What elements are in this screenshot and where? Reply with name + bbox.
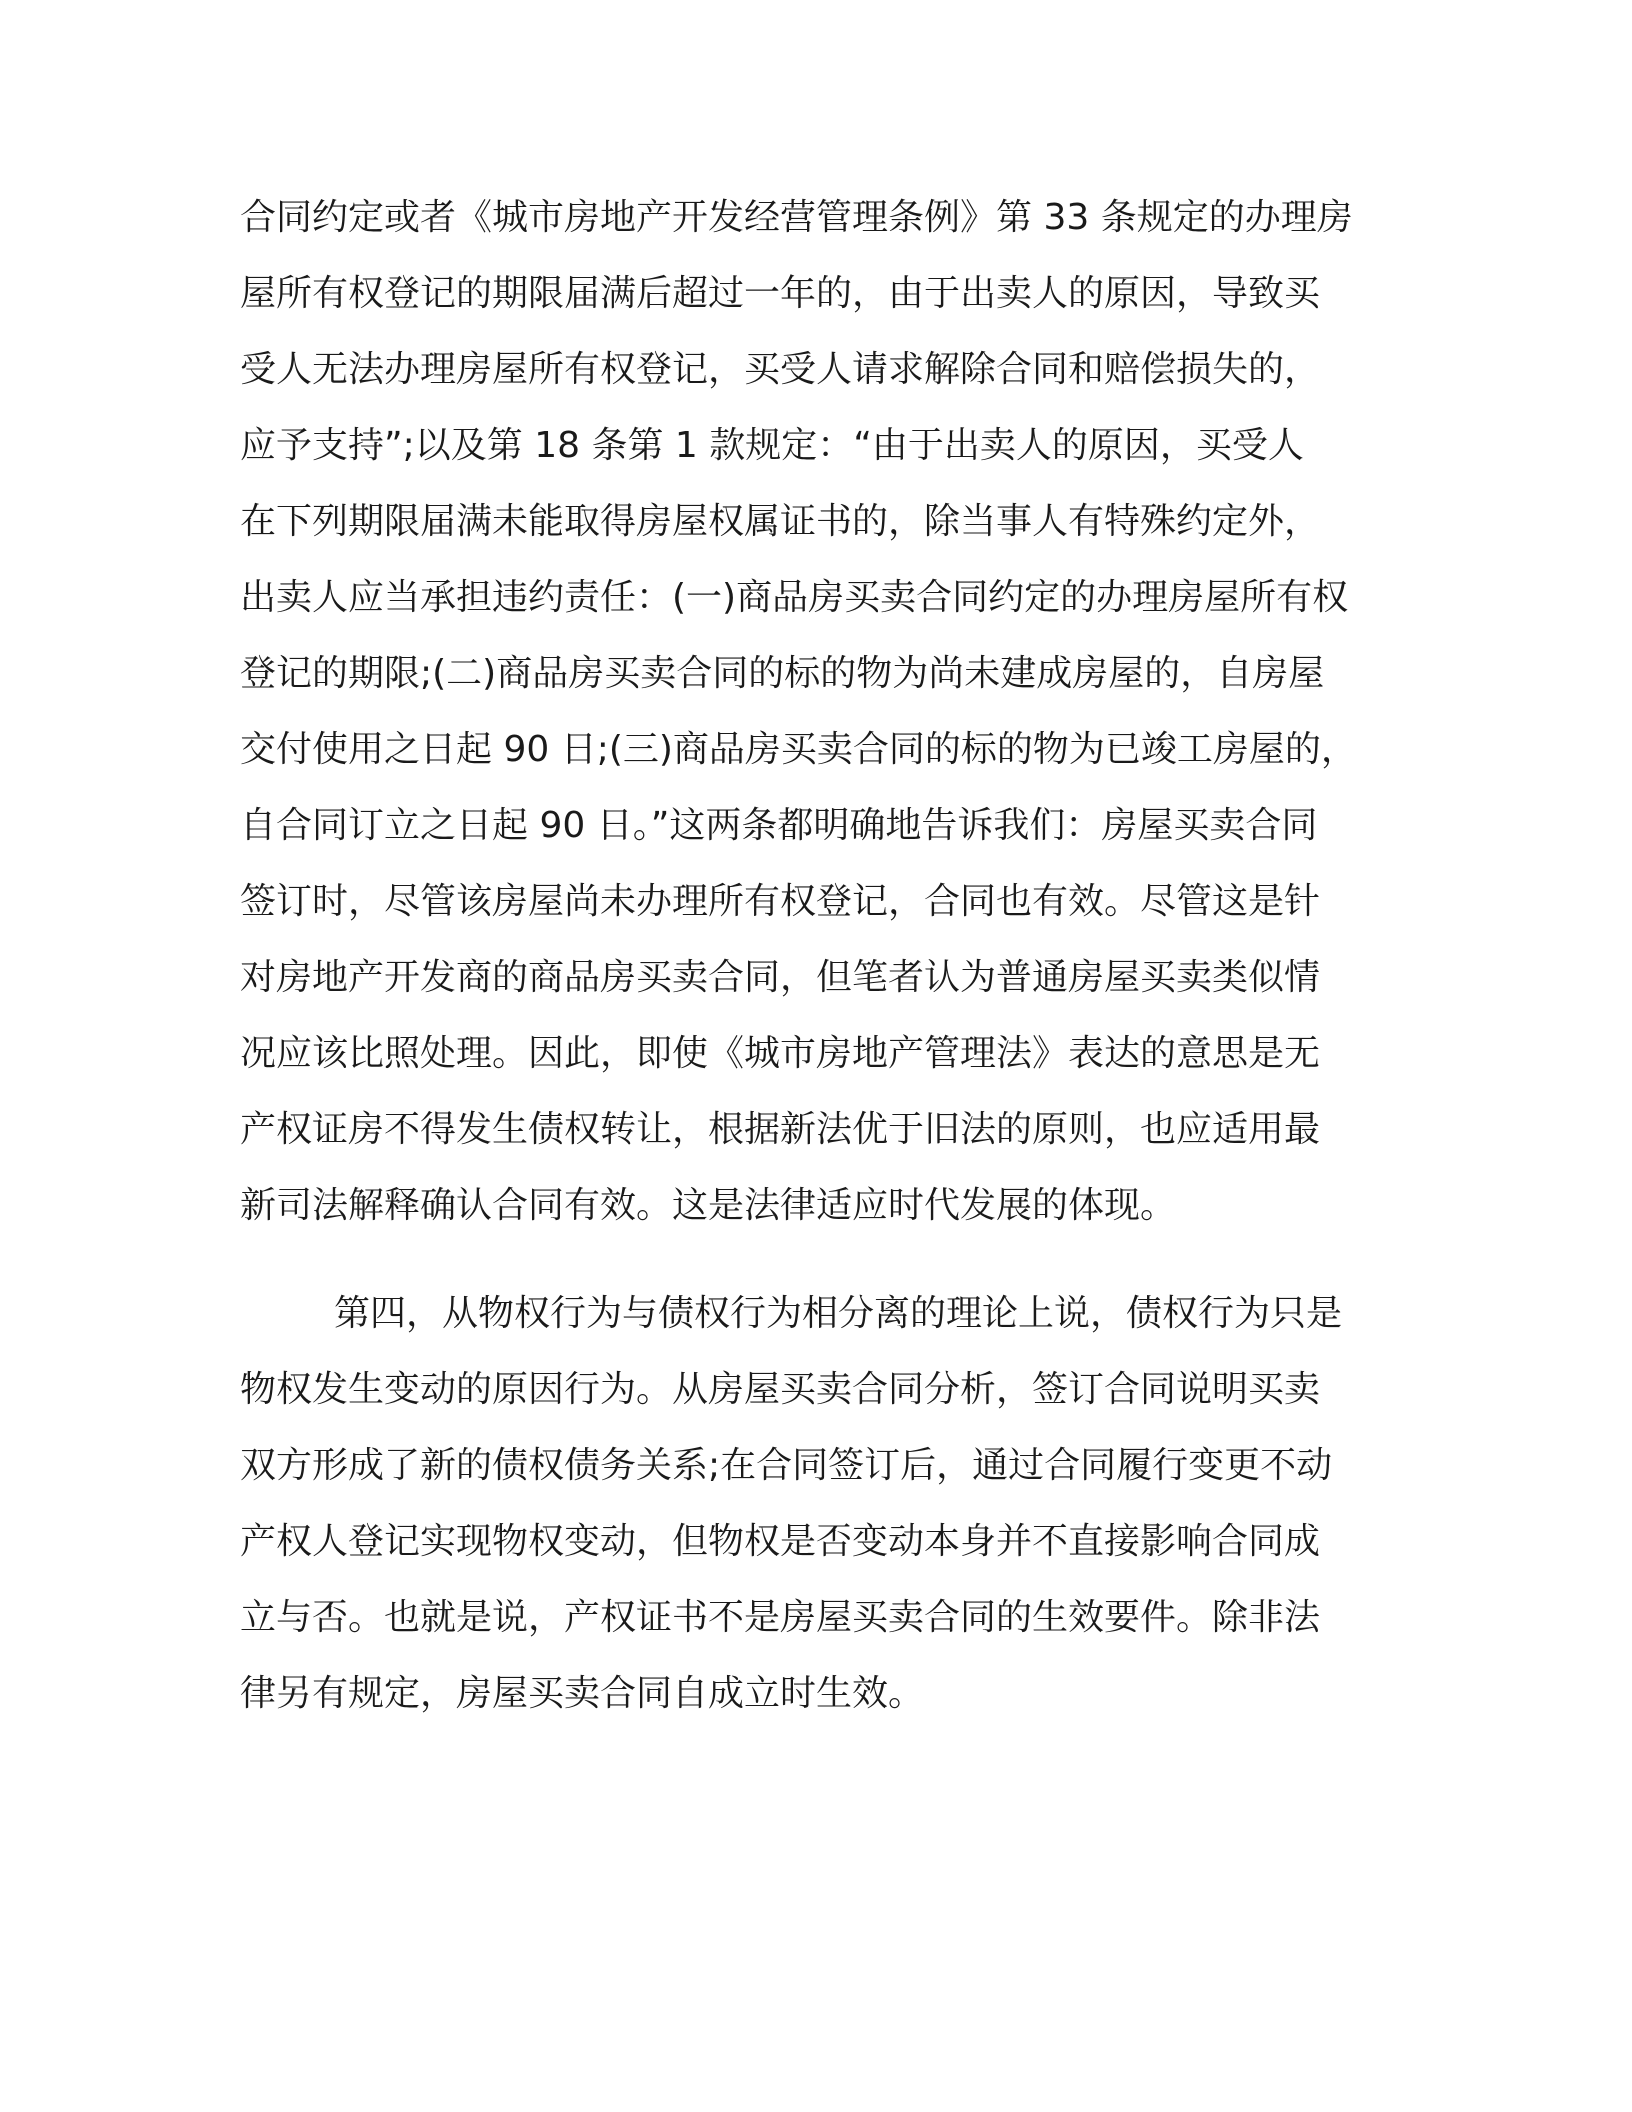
paragraph-line: 律另有规定，房屋买卖合同自成立时生效。 [240,1673,925,1714]
paragraph-2 [240,1276,1380,1732]
paragraph-line: 物权发生变动的原因行为。从房屋买卖合同分析，签订合同说明买卖 [240,1369,1321,1410]
paragraph-line: 在下列期限届满未能取得房屋权属证书的，除当事人有特殊约定外， [240,501,1321,542]
paragraph-line: 对房地产开发商的商品房买卖合同，但笔者认为普通房屋买卖类似情 [240,957,1321,998]
paragraph-line: 出卖人应当承担违约责任：(一)商品房买卖合同约定的办理房屋所有权 [240,577,1349,618]
paragraph-line: 登记的期限;(二)商品房买卖合同的标的物为尚未建成房屋的，自房屋 [240,653,1325,694]
paragraph-line: 况应该比照处理。因此，即使《城市房地产管理法》表达的意思是无 [240,1033,1321,1074]
paragraph-line: 屋所有权登记的期限届满后超过一年的，由于出卖人的原因，导致买 [240,273,1321,314]
paragraph-line: 产权证房不得发生债权转让，根据新法优于旧法的原则，也应适用最 [240,1109,1321,1150]
paragraph-line: 交付使用之日起 90 日;(三)商品房买卖合同的标的物为已竣工房屋的， [240,729,1357,770]
paragraph-1 [240,180,1380,1244]
paragraph-line: 应予支持”;以及第 18 条第 1 款规定：“由于出卖人的原因，买受人 [240,425,1304,466]
paragraph-line: 自合同订立之日起 90 日。”这两条都明确地告诉我们：房屋买卖合同 [240,805,1318,846]
paragraph-line: 产权人登记实现物权变动，但物权是否变动本身并不直接影响合同成 [240,1521,1321,1562]
paragraph-line: 签订时，尽管该房屋尚未办理所有权登记，合同也有效。尽管这是针 [240,881,1321,922]
paragraph-line: 双方形成了新的债权债务关系;在合同签订后，通过合同履行变更不动 [240,1445,1333,1486]
paragraph-line: 合同约定或者《城市房地产开发经营管理条例》第 33 条规定的办理房 [240,197,1353,238]
paragraph-line: 受人无法办理房屋所有权登记，买受人请求解除合同和赔偿损失的， [240,349,1321,390]
paragraph-line: 立与否。也就是说，产权证书不是房屋买卖合同的生效要件。除非法 [240,1597,1321,1638]
paragraph-line: 新司法解释确认合同有效。这是法律适应时代发展的体现。 [240,1185,1177,1226]
paragraph-line: 第四，从物权行为与债权行为相分离的理论上说，债权行为只是 [334,1293,1343,1334]
